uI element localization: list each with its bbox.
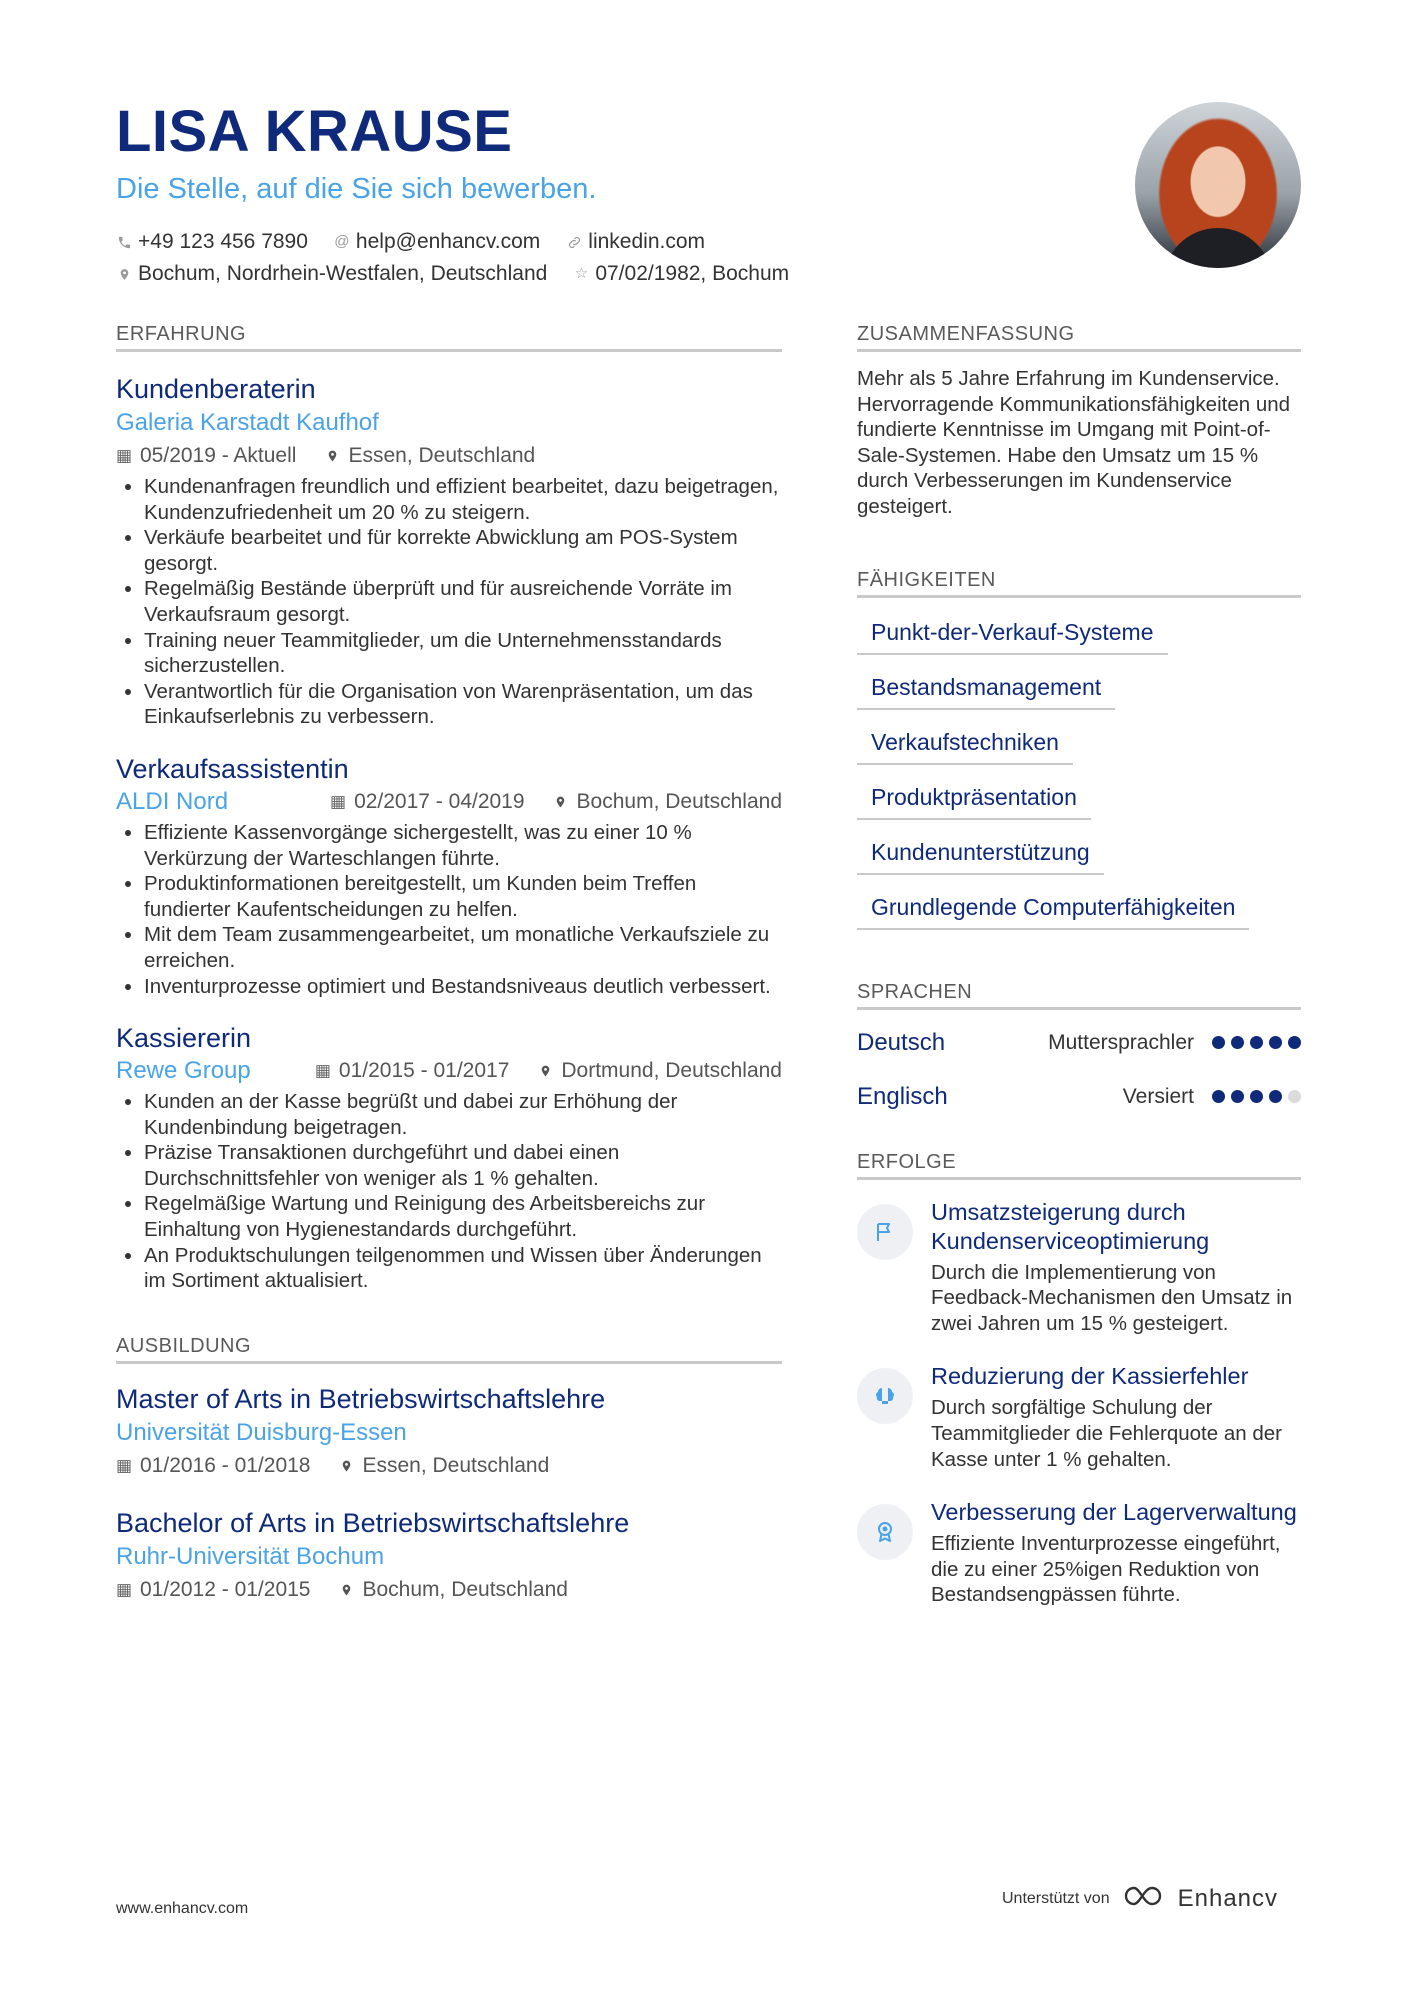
experience-entry — [116, 372, 782, 730]
at-icon: @ — [334, 233, 350, 250]
language-level: Muttersprachler — [1048, 1030, 1194, 1054]
education-location: Bochum, Deutschland — [362, 1577, 568, 1601]
skill-tag: Verkaufstechniken — [857, 722, 1073, 765]
rating-dot-filled — [1231, 1090, 1244, 1103]
job-dates: 02/2017 - 04/2019 — [354, 789, 525, 813]
rating-dot-empty — [1288, 1090, 1301, 1103]
language-rating — [1212, 1036, 1301, 1049]
skill-tag: Bestandsmanagement — [857, 667, 1115, 710]
job-bullets — [116, 1089, 782, 1294]
bullet-item: • Regelmäßige Wartung und Reinigung des Arbeitsbereichs zur Einhaltung von Hygienestandards durchgeführt. — [144, 1191, 782, 1242]
achievement-title: Verbesserung der Lagerverwaltung — [931, 1499, 1297, 1526]
company-name: Galeria Karstadt Kaufhof — [116, 409, 379, 436]
linkedin-text[interactable]: linkedin.com — [588, 230, 706, 253]
star-icon: ☆ — [574, 265, 589, 282]
rating-dot-filled — [1231, 1036, 1244, 1049]
skills-heading: FÄHIGKEITEN — [857, 568, 1301, 598]
company-name: ALDI Nord — [116, 787, 229, 815]
education-meta — [116, 1450, 782, 1482]
job-meta — [116, 1055, 782, 1087]
education-entry — [116, 1506, 782, 1606]
location-pin-icon — [116, 266, 132, 282]
profile-photo — [1135, 102, 1301, 268]
left-column — [116, 322, 782, 1606]
job-location: Essen, Deutschland — [348, 444, 536, 467]
bullet-item: • Verantwortlich für die Organisation von Warenpräsentation, um das Einkaufserlebnis zu verbessern. — [144, 679, 782, 730]
education-dates: 01/2012 - 01/2015 — [140, 1577, 311, 1601]
job-subtitle: Die Stelle, auf die Sie sich bewerben. — [116, 173, 597, 205]
bullet-item: • Produktinformationen bereitgestellt, um Kunden beim Treffen fundierter Kaufentscheidungen zu helfen. — [144, 871, 782, 922]
rating-dot-filled — [1250, 1036, 1263, 1049]
calendar-icon: ▦ — [115, 446, 133, 465]
calendar-icon: ▦ — [314, 1061, 331, 1081]
job-location: Bochum, Deutschland — [576, 789, 782, 813]
school-name: Universität Duisburg-Essen — [116, 1418, 407, 1446]
job-meta — [116, 786, 782, 818]
bullet-item: • Kundenanfragen freundlich und effizient bearbeitet, dazu beigetragen, Kundenzufriedenheit um 20 % zu steigern. — [144, 474, 782, 525]
bullet-item: • Inventurprozesse optimiert und Bestandsniveaus deutlich verbessert. — [144, 974, 782, 1000]
enhancv-logo-icon — [1122, 1884, 1166, 1913]
language-name: Deutsch — [857, 1028, 946, 1056]
achievement-desc: Effiziente Inventurprozesse eingeführt, die zu einer 25%igen Reduktion von Bestandsengpässen führte. — [931, 1532, 1281, 1607]
flag-icon — [857, 1204, 913, 1260]
job-location: Dortmund, Deutschland — [561, 1059, 782, 1083]
achievement-desc: Durch sorgfältige Schulung der Teammitglieder die Fehlerquote an der Kasse unter 1 % gehalten. — [931, 1396, 1282, 1471]
achievement-desc: Durch die Implementierung von Feedback-Mechanismen den Umsatz in zwei Jahren um 15 % gesteigert. — [931, 1260, 1293, 1335]
rating-dot-filled — [1288, 1036, 1301, 1049]
bullet-item: • Regelmäßig Bestände überprüft und für ausreichende Vorräte im Verkaufsraum gesorgt. — [144, 576, 782, 627]
degree-title: Master of Arts in Betriebswirtschaftslehre — [116, 1383, 606, 1414]
languages-heading: SPRACHEN — [857, 980, 1301, 1010]
education-location: Essen, Deutschland — [362, 1453, 550, 1477]
company-name: Rewe Group — [116, 1057, 251, 1085]
skill-tag: Produktpräsentation — [857, 777, 1091, 820]
linkedin-item — [566, 226, 705, 258]
location-text: Bochum, Nordrhein-Westfalen, Deutschland — [138, 262, 548, 285]
education-meta — [116, 1574, 782, 1606]
job-title: Verkaufsassistentin — [116, 753, 349, 784]
rating-dot-filled — [1212, 1090, 1225, 1103]
email-text[interactable]: help@enhancv.com — [355, 230, 541, 253]
achievement-title: Reduzierung der Kassierfehler — [931, 1363, 1249, 1390]
skill-tag: Punkt-der-Verkauf-Systeme — [857, 612, 1168, 655]
experience-heading: ERFAHRUNG — [116, 322, 782, 352]
skill-tag: Grundlegende Computerfähigkeiten — [857, 887, 1249, 930]
bullet-item: • Präzise Transaktionen durchgeführt und dabei einen Durchschnittsfehler von weniger als 1 % gehalten. — [144, 1140, 782, 1191]
job-title: Kundenberaterin — [116, 374, 316, 404]
location-item — [116, 258, 547, 290]
rating-dot-filled — [1212, 1036, 1225, 1049]
language-level: Versiert — [1122, 1084, 1194, 1108]
birth-item — [573, 258, 789, 290]
calendar-icon: ▦ — [330, 791, 347, 811]
education-dates: 01/2016 - 01/2018 — [140, 1453, 311, 1477]
link-icon — [566, 234, 582, 250]
language-row — [857, 1082, 1301, 1112]
experience-entry — [116, 1021, 782, 1294]
brain-icon — [857, 1368, 913, 1424]
skills-list — [857, 612, 1301, 930]
bullet-item: • Mit dem Team zusammengearbeitet, um monatliche Verkaufsziele zu erreichen. — [144, 922, 782, 973]
brand-name: Enhancv — [1177, 1884, 1279, 1912]
rating-dot-filled — [1250, 1090, 1263, 1103]
calendar-icon: ▦ — [115, 1455, 133, 1475]
job-dates: 01/2015 - 01/2017 — [338, 1059, 510, 1083]
footer-branding — [1002, 1884, 1278, 1913]
candidate-name: LISA KRAUSE — [116, 99, 513, 164]
header — [116, 100, 1016, 290]
phone-icon — [116, 234, 132, 250]
degree-title: Bachelor of Arts in Betriebswirtschaftslehre — [116, 1507, 630, 1538]
bullet-item: • Training neuer Teammitglieder, um die Unternehmensstandards sicherzustellen. — [144, 628, 782, 679]
rating-dot-filled — [1269, 1090, 1282, 1103]
achievement-item — [857, 1362, 1301, 1472]
language-name: Englisch — [857, 1082, 948, 1110]
phone-text[interactable]: +49 123 456 7890 — [138, 230, 308, 253]
achievement-item — [857, 1198, 1301, 1337]
language-row — [857, 1028, 1301, 1058]
rating-dot-filled — [1269, 1036, 1282, 1049]
summary-heading: ZUSAMMENFASSUNG — [857, 322, 1301, 352]
school-name: Ruhr-Universität Bochum — [116, 1542, 385, 1570]
job-title: Kassiererin — [116, 1023, 252, 1054]
email-item — [334, 226, 540, 258]
powered-by-text: Unterstützt von — [1002, 1889, 1110, 1907]
education-heading: AUSBILDUNG — [116, 1334, 782, 1364]
job-dates: 05/2019 - Aktuell — [140, 444, 297, 467]
location-pin-icon — [338, 1582, 354, 1598]
skill-tag: Kundenunterstützung — [857, 832, 1104, 875]
education-entry — [116, 1382, 782, 1482]
right-column — [857, 322, 1301, 1608]
location-pin-icon — [537, 1063, 553, 1079]
achievement-title: Umsatzsteigerung durch Kundenserviceoptimierung — [931, 1198, 1210, 1254]
footer-website[interactable]: www.enhancv.com — [116, 1900, 249, 1917]
bullet-item: • Kunden an der Kasse begrüßt und dabei zur Erhöhung der Kundenbindung beigetragen. — [144, 1089, 782, 1140]
bullet-item: • Effiziente Kassenvorgänge sichergestellt, was zu einer 10 % Verkürzung der Warteschlangen führte. — [144, 820, 782, 871]
calendar-icon: ▦ — [115, 1579, 133, 1599]
bullet-item: • An Produktschulungen teilgenommen und Wissen über Änderungen im Sortiment aktualisiert. — [144, 1243, 782, 1294]
job-bullets — [116, 820, 782, 999]
birth-text: 07/02/1982, Bochum — [595, 262, 790, 285]
phone-item — [116, 226, 308, 258]
bullet-item: • Verkäufe bearbeitet und für korrekte Abwicklung am POS-System gesorgt. — [144, 525, 782, 576]
contact-info — [116, 226, 1016, 290]
summary-text: Mehr als 5 Jahre Erfahrung im Kundenservice. Hervorragende Kommunikationsfähigkeiten und fundierte Kenntnisse im Umgang mit Point-of-Sale-Systemen. Habe den Umsatz um 15 % durch Verbesserungen im Kundenservice gesteigert. — [857, 367, 1291, 518]
experience-entry — [116, 752, 782, 999]
location-pin-icon — [553, 794, 569, 810]
location-pin-icon — [338, 1458, 354, 1474]
language-rating — [1212, 1090, 1301, 1103]
location-pin-icon — [324, 448, 340, 464]
award-icon — [857, 1504, 913, 1560]
achievement-item — [857, 1498, 1301, 1608]
achievements-heading: ERFOLGE — [857, 1150, 1301, 1180]
job-meta — [116, 440, 782, 472]
job-bullets — [116, 474, 782, 730]
